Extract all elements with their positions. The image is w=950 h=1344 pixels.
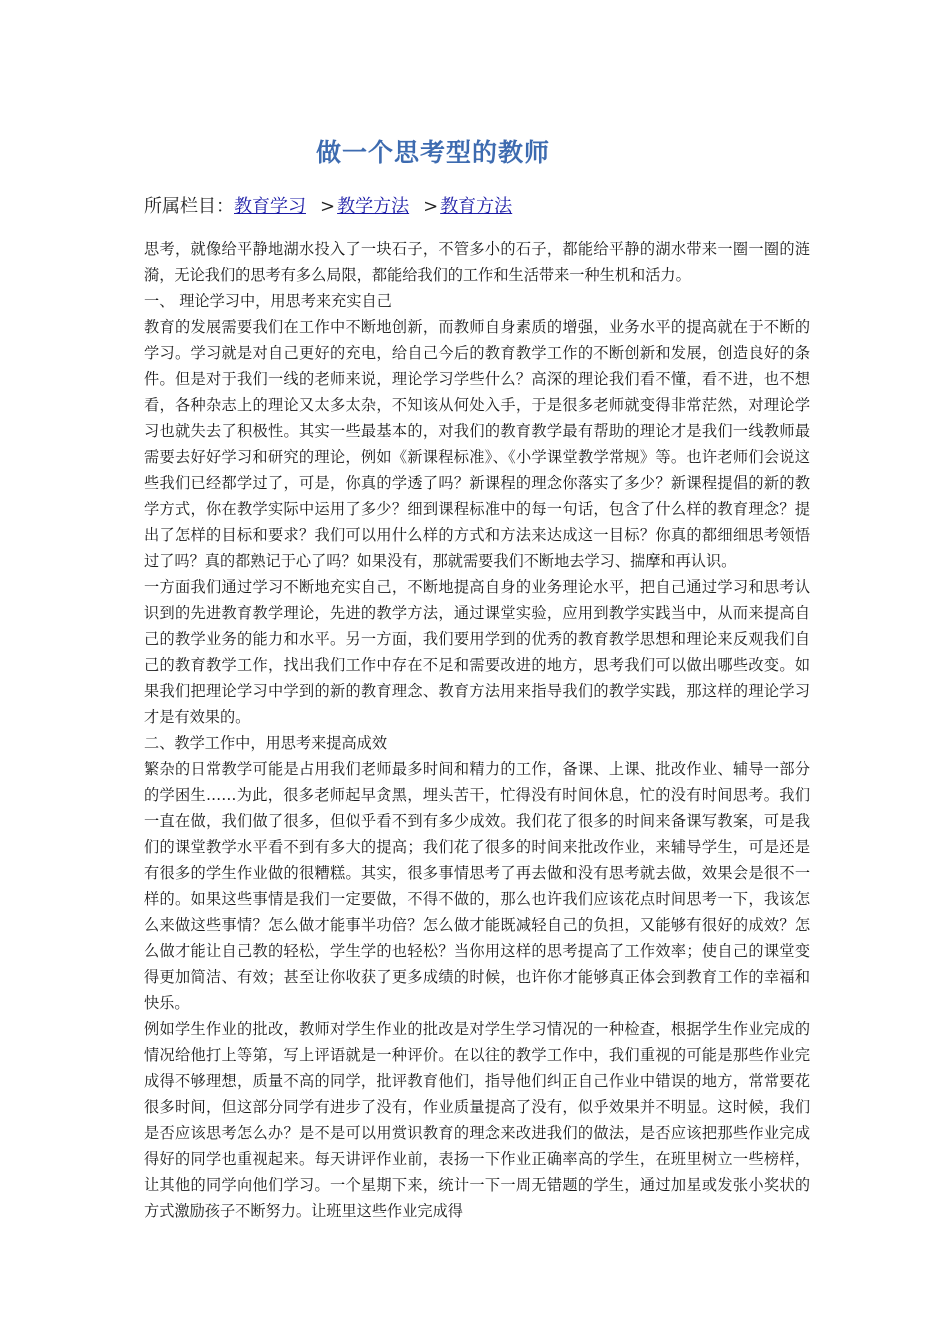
intro-paragraph: 思考，就像给平静地湖水投入了一块石子，不管多小的石子，都能给平静的湖水带来一圈一圈的涟漪，无论我们的思考有多么局限，都能给我们的工作和生活带来一种生机和活力。 bbox=[144, 240, 810, 284]
section-heading-2: 二、教学工作中，用思考来提高成效 bbox=[144, 734, 387, 752]
body-paragraph: 繁杂的日常教学可能是占用我们老师最多时间和精力的工作，备课、上课、批改作业、辅导一部分的学困生……为此，很多老师起早贪黑，埋头苦干，忙得没有时间休息，忙的没有时间思考。我们一直在做，我们做了很多，但似乎看不到有多少成效。我们花了很多的时间来备课写教案，可是我们的课堂教学水平看不到有多大的提高；我们花了很多的时间来批改作业，来辅导学生，可是还是有很多的学生作业做的很糟糕。其实，很多事情思考了再去做和没有思考就去做，效果会是很不一样的。如果这些事情是我们一定要做，不得不做的，那么也许我们应该花点时间思考一下，我该怎么来做这些事情？怎么做才能事半功倍？怎么做才能既减轻自己的负担，又能够有很好的成效？怎么做才能让自己教的轻松，学生学的也轻松？当你用这样的思考提高了工作效率；使自己的课堂变得更加简洁、有效；甚至让你收获了更多成绩的时候，也许你才能够真正体会到教育工作的幸福和快乐。 bbox=[144, 760, 810, 1012]
body-paragraph: 一方面我们通过学习不断地充实自己，不断地提高自身的业务理论水平，把自己通过学习和思考认识到的先进教育教学理论，先进的教学方法，通过课堂实验，应用到教学实践当中，从而来提高自己的教学业务的能力和水平。另一方面，我们要用学到的优秀的教育教学思想和理论来反观我们自己的教育教学工作，找出我们工作中存在不足和需要改进的地方，思考我们可以做出哪些改变。如果我们把理论学习中学到的新的教育理念、教育方法用来指导我们的教学实践，那这样的理论学习才是有效果的。 bbox=[144, 578, 810, 726]
body-paragraph: 教育的发展需要我们在工作中不断地创新，而教师自身素质的增强，业务水平的提高就在于不断的学习。学习就是对自己更好的充电，给自己今后的教育教学工作的不断创新和发展，创造良好的条件。但是对于我们一线的老师来说，理论学习学些什么？高深的理论我们看不懂，看不进，也不想看，各种杂志上的理论又太多太杂，不知该从何处入手，于是很多老师就变得非常茫然，对理论学习也就失去了积极性。其实一些最基本的，对我们的教育教学最有帮助的理论才是我们一线教师最需要去好好学习和研究的理论，例如《新课程标准》、《小学课堂教学常规》等。也许老师们会说这些我们已经都学过了，可是，你真的学透了吗？新课程的理念你落实了多少？新课程提倡的新的教学方式，你在教学实际中运用了多少？细到课程标准中的每一句话，包含了什么样的教育理念？提出了怎样的目标和要求？我们可以用什么样的方式和方法来达成这一目标？你真的都细细思考领悟过了吗？真的都熟记于心了吗？如果没有，那就需要我们不断地去学习、揣摩和再认识。 bbox=[144, 318, 810, 570]
body-paragraph: 例如学生作业的批改，教师对学生作业的批改是对学生学习情况的一种检查，根据学生作业完成的情况给他打上等第，写上评语就是一种评价。在以往的教学工作中，我们重视的可能是那些作业完成得不够理想，质量不高的同学，批评教育他们，指导他们纠正自己作业中错误的地方，常常要花很多时间，但这部分同学有进步了没有，作业质量提高了没有，似乎效果并不明显。这时候，我们是否应该思考怎么办？是不是可以用赏识教育的理念来改进我们的做法，是否应该把那些作业完成得好的同学也重视起来。每天讲评作业前，表扬一下作业正确率高的学生，在班里树立一些榜样，让其他的同学向他们学习。一个星期下来，统计一下一周无错题的学生，通过加星或发张小奖状的方式激励孩子不断努力。让班里这些作业完成得 bbox=[144, 1020, 810, 1220]
page-title: 做一个思考型的教师 bbox=[316, 138, 551, 167]
breadcrumb-label: 所属栏目： bbox=[144, 196, 234, 217]
breadcrumb-link-education-methods[interactable]: 教育方法 bbox=[440, 196, 513, 217]
breadcrumb-link-teaching-methods[interactable]: 教学方法 bbox=[337, 196, 410, 217]
article-body bbox=[144, 236, 810, 1224]
breadcrumb bbox=[144, 192, 512, 218]
breadcrumb-link-education-study[interactable]: 教育学习 bbox=[234, 196, 306, 217]
breadcrumb-separator: > bbox=[320, 196, 336, 217]
section-heading-1: 一、 理论学习中，用思考来充实自己 bbox=[144, 292, 392, 310]
breadcrumb-separator: > bbox=[423, 196, 439, 217]
